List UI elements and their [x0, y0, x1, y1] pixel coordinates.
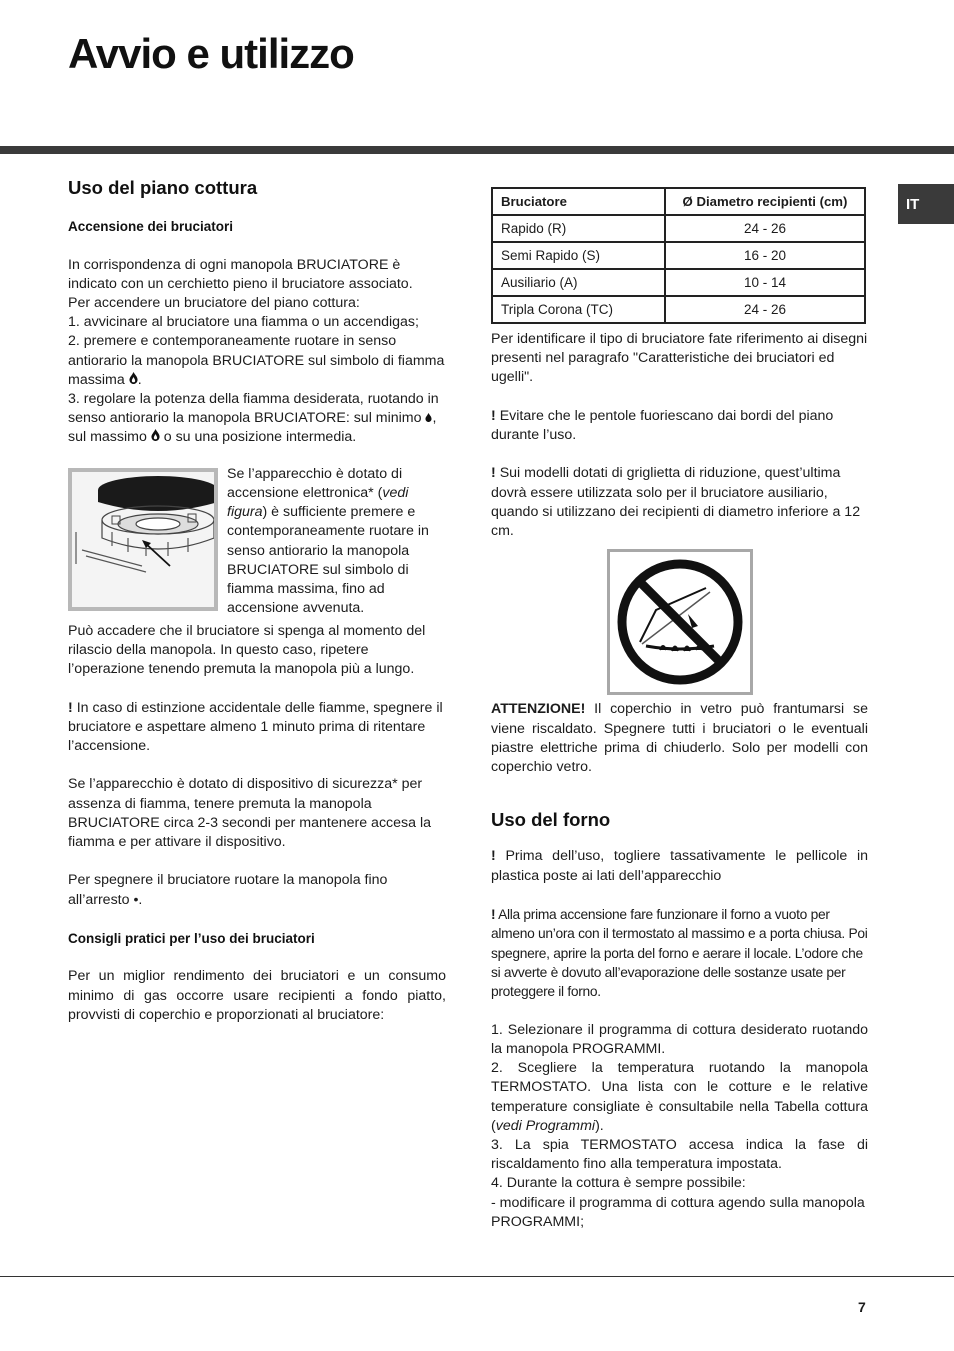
table-row [492, 296, 865, 323]
table-cell-diameter: 24 - 26 [665, 296, 865, 323]
paragraph-indicator: In corrispondenza di ogni manopola BRUCIATORE è indicato con un cerchietto pieno il bruciatore associato. [68, 256, 413, 292]
paragraph-tips: Per un miglior rendimento dei bruciatori e un consumo minimo di gas occorre usare recipienti a fondo piatto, provvisti di coperchio e proporzionati al bruciatore: [68, 968, 446, 1023]
footer-divider [0, 1276, 954, 1277]
table-header-row [492, 188, 865, 215]
language-tab: IT [898, 184, 954, 224]
warning-reduction-grid: ! Sui modelli dotati di griglietta di riduzione, quest’ultima dovrà essere utilizzata solo per il bruciatore ausiliario, quando si utilizzano dei recipienti di diametro inferiore a 12 cm. [491, 465, 861, 539]
burner-ignition-illustration [68, 468, 218, 611]
warning-remove-film: ! Prima dell’uso, togliere tassativamente le pellicole in plastica poste ai lati dell’apparecchio [491, 848, 868, 884]
section-title-oven: Uso del forno [491, 809, 611, 831]
table-row [492, 269, 865, 296]
oven-step-1: 1. Selezionare il programma di cottura desiderato ruotando la manopola PROGRAMMI. [491, 1021, 868, 1057]
no-heating-glass-lid-icon [607, 549, 753, 695]
oven-step-4: 4. Durante la cottura è sempre possibile: [491, 1175, 746, 1192]
paragraph-identify-burner: Per identificare il tipo di bruciatore fate riferimento ai disegni presenti nel paragrafo "Caratteristiche dei bruciatori ed ugelli". [491, 331, 868, 386]
burner-diameter-table [491, 187, 866, 324]
ignition-figure-block [68, 467, 446, 622]
table-cell-burner: Ausiliario (A) [492, 269, 665, 296]
warning-extinction: ! In caso di estinzione accidentale delle fiamme, spegnere il bruciatore e aspettare almeno 1 minuto prima di ritentare l’accensione. [68, 699, 443, 755]
table-cell-burner: Rapido (R) [492, 215, 665, 242]
table-row [492, 215, 865, 242]
heading-ignition: Accensione dei bruciatori [68, 219, 234, 235]
max-flame-icon [151, 429, 160, 441]
page-title: Avvio e utilizzo [68, 30, 354, 77]
table-cell-burner: Semi Rapido (S) [492, 242, 665, 269]
table-cell-diameter: 10 - 14 [665, 269, 865, 296]
header-divider [0, 146, 954, 154]
oven-step-2: 2. Scegliere la temperatura ruotando la manopola TERMOSTATO. Una lista con le cotture e le relative temperature consigliate è consultabile nella Tabella cottura (vedi Programmi). [491, 1060, 868, 1134]
attention-glass-lid: ATTENZIONE! Il coperchio in vetro può frantumarsi se viene riscaldato. Spegnere tutti i bruciatori o le eventuali piastre elettriche prima di chiuderlo. Solo per modelli con coperchio vetro. [491, 701, 868, 776]
paragraph-switch-off: Per spegnere il bruciatore ruotare la manopola fino all’arresto •. [68, 872, 388, 908]
table-cell-burner: Tripla Corona (TC) [492, 296, 665, 323]
ignite-step-2: 2. premere e contemporaneamente ruotare in senso antiorario la manopola BRUCIATORE sul simbolo di fiamma massima . [68, 333, 445, 388]
warning-first-use: ! Alla prima accensione fare funzionare il forno a vuoto per almeno un’ora con il termostato al massimo e a porta chiusa. Poi spegnere, aprire la porta del forno e aerare il locale. L’odore che si avverte è dovuto all’evaporazione delle sostanze usate per proteggere il forno. [491, 907, 868, 1000]
warning-pans-edges: ! Evitare che le pentole fuoriescano dai bordi del piano durante l’uso. [491, 407, 834, 443]
table-header-burner: Bruciatore [492, 188, 665, 215]
paragraph-ignite-intro: Per accendere un bruciatore del piano cottura: [68, 295, 360, 311]
page-number: 7 [858, 1299, 866, 1315]
no-heat-lid-sign-wrap [491, 549, 868, 698]
table-row [492, 242, 865, 269]
oven-step-4-sub: - modificare il programma di cottura agendo sulla manopola PROGRAMMI; [491, 1194, 865, 1230]
ignite-step-3: 3. regolare la potenza della fiamma desiderata, ruotando in senso antiorario la manopola BRUCIATORE: sul minimo , sul massimo o su una posizione intermedia. [68, 391, 439, 446]
right-column [491, 178, 868, 1232]
heading-tips: Consigli pratici per l’uso dei bruciatori [68, 931, 315, 946]
table-cell-diameter: 16 - 20 [665, 242, 865, 269]
table-header-diameter: Ø Diametro recipienti (cm) [665, 188, 865, 215]
table-cell-diameter: 24 - 26 [665, 215, 865, 242]
paragraph-release-knob: Può accadere che il bruciatore si spenga al momento del rilascio della manopola. In questo caso, ripetere l’operazione tenendo premuta la manopola più a lungo. [68, 622, 426, 678]
max-flame-icon [129, 372, 138, 384]
electronic-ignition-text: Se l’apparecchio è dotato di accensione elettronica* (vedi figura) è sufficiente premere e contemporaneamente ruotare in senso antiorario la manopola BRUCIATORE sul simbolo di fiamma massima, fino ad accensione avvenuta. [227, 465, 429, 617]
paragraph-safety-device: Se l’apparecchio è dotato di dispositivo di sicurezza* per assenza di fiamma, tenere premuta la manopola BRUCIATORE circa 2-3 secondi per mantenere accesa la fiamma e per attivare il dispositivo. [68, 776, 431, 851]
ignite-step-1: 1. avvicinare al bruciatore una fiamma o un accendigas; [68, 314, 419, 331]
oven-step-3: 3. La spia TERMOSTATO accesa indica la fase di riscaldamento fino alla temperatura impostata. [491, 1136, 868, 1173]
section-title-hob: Uso del piano cottura [68, 177, 258, 198]
left-column [68, 178, 446, 1025]
